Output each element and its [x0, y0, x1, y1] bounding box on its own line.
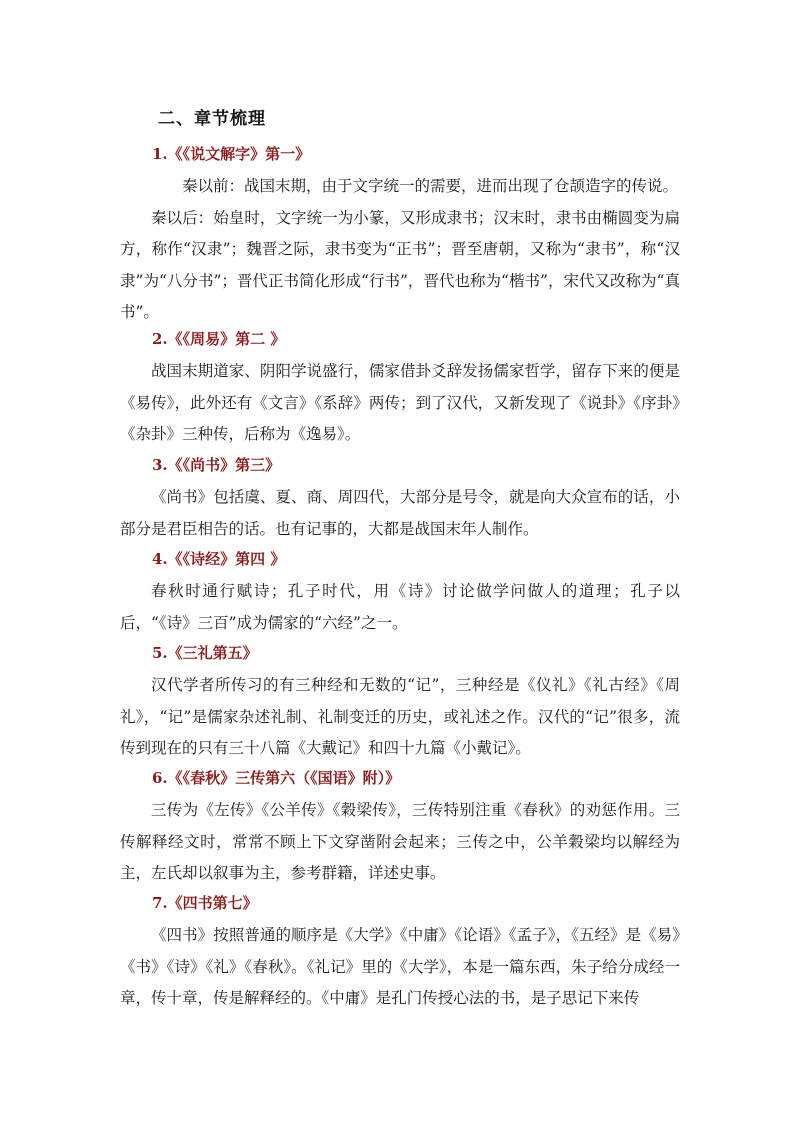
chapter-heading: 6.《《春秋》三传第六（《国语》附）》	[152, 769, 401, 787]
paragraph: 三传为《左传》《公羊传》《穀梁传》，三传特别注重《春秋》的劝惩作用。三传解释经文时，常常不顾上下文穿凿附会起来；三传之中，公羊穀梁均以解经为主，左氏却以叙事为主，参考群籍，详述史事。	[120, 801, 680, 882]
paragraph: 《四书》按照普通的顺序是《大学》《中庸》《论语》《孟子》，《五经》是《易》《书》《诗》《礼》《春秋》。《礼记》里的《大学》，本是一篇东西，朱子给分成经一章，传十章，传是解释经的。《中庸》是孔门传授心法的书，是子思记下来传	[120, 926, 680, 1007]
chapter-heading: 7.《四书第七》	[152, 894, 258, 912]
chapter-6	[120, 765, 680, 890]
chapter-heading: 2.《《周易》第二 》	[152, 330, 286, 348]
chapter-heading: 5.《三礼第五》	[152, 644, 258, 662]
paragraph: 秦以前：战国末期，由于文字统一的需要，进而出现了仓颉造字的传说。	[182, 177, 679, 195]
paragraph: 战国末期道家、阴阳学说盛行，儒家借卦爻辞发扬儒家哲学，留存下来的便是《易传》，此外还有《文言》《系辞》两传；到了汉代，又新发现了《说卦》《序卦》《杂卦》三种传，后称为《逸易》。	[120, 362, 680, 443]
paragraph: 春秋时通行赋诗；孔子时代，用《诗》讨论做学问做人的道理；孔子以后，“《诗》三百”成为儒家的“六经”之一。	[120, 582, 680, 632]
chapter-7	[120, 890, 680, 1015]
paragraph: 秦以后：始皇时，文字统一为小篆，又形成隶书；汉末时，隶书由椭圆变为扁方，称作“汉隶”；魏晋之际，隶书变为“正书”；晋至唐朝，又称为“隶书”，称“汉隶”为“八分书”；晋代正书简化形成“行书”，晋代也称为“楷书”，宋代又改称为“真书”。	[120, 208, 680, 321]
chapter-4	[120, 546, 680, 639]
chapter-heading: 3.《《尚书》第三》	[152, 456, 281, 474]
section-title: 二、章节梳理	[158, 109, 266, 129]
chapter-heading: 4.《《诗经》第四 》	[152, 550, 286, 568]
paragraph: 汉代学者所传习的有三种经和无数的“记”，三种经是《仪礼》《礼古经》《周礼》，“记”是儒家杂述礼制、礼制变迁的历史，或礼述之作。汉代的“记”很多，流传到现在的只有三十八篇《大戴记》和四十九篇《小戴记》。	[120, 676, 680, 757]
chapter-1	[120, 141, 680, 329]
chapter-5	[120, 640, 680, 765]
chapter-heading: 1.《《说文解字》第一》	[152, 145, 311, 163]
chapter-3	[120, 452, 680, 545]
paragraph: 《尚书》包括虞、夏、商、周四代，大部分是号令，就是向大众宣布的话，小部分是君臣相告的话。也有记事的，大都是战国末年人制作。	[120, 488, 680, 538]
chapter-2	[120, 326, 680, 451]
